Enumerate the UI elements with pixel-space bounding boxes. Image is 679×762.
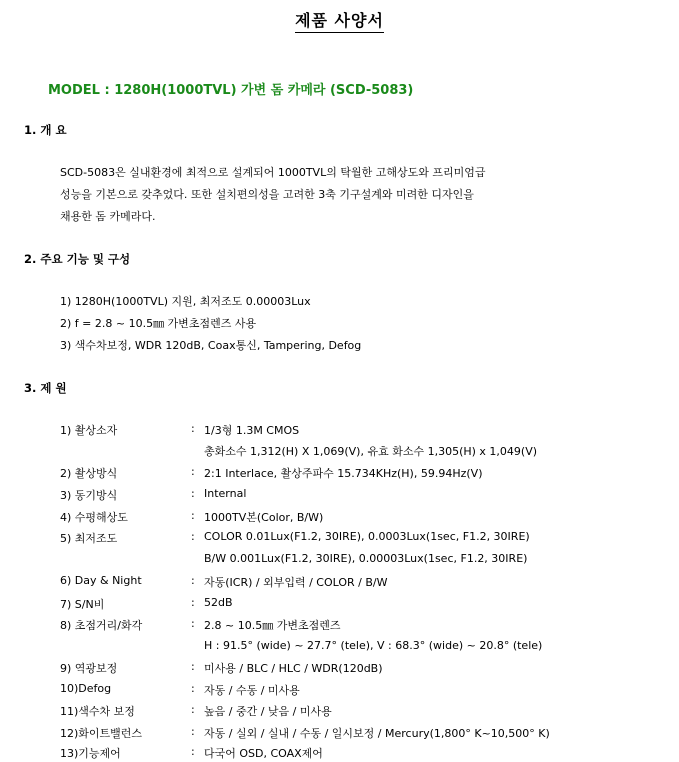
spec-value: 자동 / 실외 / 실내 / 수동 / 일시보정 / Mercury(1,800° K~10,500° K) xyxy=(204,727,550,740)
spec-value-extra: 총화소수 1,312(H) X 1,069(V), 유효 화소수 1,305(H) x 1,049(V) xyxy=(204,445,538,458)
overview-line: SCD-5083은 실내환경에 최적으로 설계되어 1000TVL의 탁월한 고해상도와 프리미엄급 xyxy=(60,166,486,179)
spec-separator: : xyxy=(191,745,195,758)
spec-label: 10)Defog xyxy=(60,682,112,695)
spec-separator: : xyxy=(191,574,195,587)
feature-item: 2) f = 2.8 ~ 10.5㎜ 가변초점렌즈 사용 xyxy=(60,317,257,330)
spec-separator: : xyxy=(191,465,195,478)
spec-value: 2:1 Interlace, 촬상주파수 15.734KHz(H), 59.94Hz(V) xyxy=(204,467,483,480)
document-title: 제품 사양서 xyxy=(0,8,679,31)
spec-label: 3) 동기방식 xyxy=(60,489,118,502)
spec-label: 13)기능제어 xyxy=(60,747,121,760)
spec-label: 1) 촬상소자 xyxy=(60,424,118,437)
section-heading-specs: 3. 제 원 xyxy=(24,381,67,395)
spec-value: 자동 / 수동 / 미사용 xyxy=(204,684,300,697)
spec-separator: : xyxy=(191,682,195,695)
spec-separator: : xyxy=(191,487,195,500)
spec-label: 11)색수차 보정 xyxy=(60,705,135,718)
spec-value: Internal xyxy=(204,487,247,500)
overview-line: 성능을 기본으로 갖추었다. 또한 설치편의성을 고려한 3축 기구설계와 미려한 디자인을 xyxy=(60,188,474,201)
spec-separator: : xyxy=(191,725,195,738)
spec-separator: : xyxy=(191,660,195,673)
spec-separator: : xyxy=(191,596,195,609)
spec-separator: : xyxy=(191,422,195,435)
spec-label: 5) 최저조도 xyxy=(60,532,118,545)
spec-value: 2.8 ~ 10.5㎜ 가변초점렌즈 xyxy=(204,619,341,632)
spec-value-extra: H : 91.5° (wide) ~ 27.7° (tele), V : 68.3° (wide) ~ 20.8° (tele) xyxy=(204,639,543,652)
spec-label: 4) 수평해상도 xyxy=(60,511,128,524)
spec-separator: : xyxy=(191,509,195,522)
spec-value: 52dB xyxy=(204,596,233,609)
spec-label: 6) Day & Night xyxy=(60,574,142,587)
spec-value: COLOR 0.01Lux(F1.2, 30IRE), 0.0003Lux(1sec, F1.2, 30IRE) xyxy=(204,530,530,543)
spec-value: 자동(ICR) / 외부입력 / COLOR / B/W xyxy=(204,576,388,589)
spec-value: 다국어 OSD, COAX제어 xyxy=(204,747,323,760)
spec-value: 1000TV본(Color, B/W) xyxy=(204,511,324,524)
feature-item: 3) 색수차보정, WDR 120dB, Coax통신, Tampering, Defog xyxy=(60,339,362,352)
feature-item: 1) 1280H(1000TVL) 지원, 최저조도 0.00003Lux xyxy=(60,295,311,308)
spec-label: 9) 역광보정 xyxy=(60,662,118,675)
section-heading-features: 2. 주요 기능 및 구성 xyxy=(24,252,131,266)
spec-separator: : xyxy=(191,617,195,630)
spec-separator: : xyxy=(191,530,195,543)
spec-value: 높음 / 중간 / 낮음 / 미사용 xyxy=(204,705,332,718)
spec-value: 1/3형 1.3M CMOS xyxy=(204,424,300,437)
model-heading: MODEL : 1280H(1000TVL) 가변 돔 카메라 (SCD-5083) xyxy=(48,83,414,98)
spec-label: 12)화이트밸런스 xyxy=(60,727,143,740)
spec-label: 2) 촬상방식 xyxy=(60,467,118,480)
spec-value: 미사용 / BLC / HLC / WDR(120dB) xyxy=(204,662,383,675)
section-heading-overview: 1. 개 요 xyxy=(24,123,67,137)
spec-separator: : xyxy=(191,703,195,716)
spec-label: 8) 초점거리/화각 xyxy=(60,619,143,632)
spec-label: 7) S/N비 xyxy=(60,598,105,611)
spec-value-extra: B/W 0.001Lux(F1.2, 30IRE), 0.00003Lux(1sec, F1.2, 30IRE) xyxy=(204,552,528,565)
overview-line: 채용한 돔 카메라다. xyxy=(60,210,156,223)
